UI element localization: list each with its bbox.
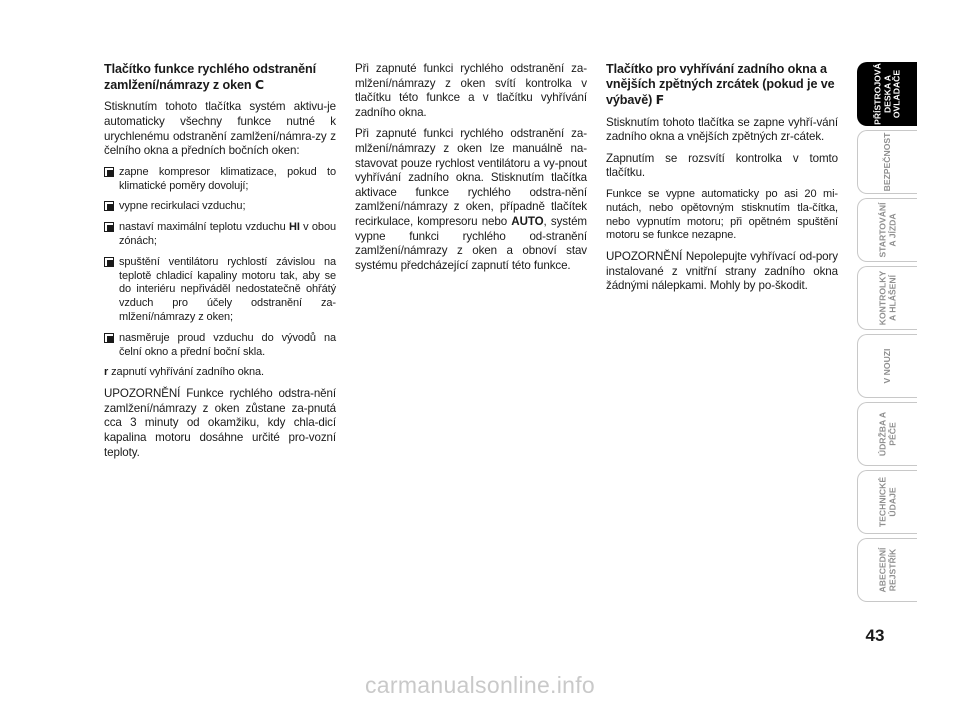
list-item: nasměruje proud vzduchu do vývodů na čelní okno a přední boční skla. bbox=[104, 332, 336, 360]
column-middle bbox=[355, 62, 587, 280]
defrost-functions-list bbox=[104, 166, 336, 360]
tab-startovani[interactable]: STARTOVÁNÍ A JÍZDA bbox=[857, 198, 917, 262]
paragraph-defrost-intro: Stisknutím tohoto tlačítka systém aktivu-je automaticky všechny funkce nutné k urychlenému odstranění zamlžení/námra-zy z čelního okna a předních bočních oken: bbox=[104, 100, 336, 158]
list-item: zapne kompresor klimatizace, pokud to klimatické poměry dovolují; bbox=[104, 166, 336, 194]
list-item: spuštění ventilátoru rychlostí závislou na teplotě chladicí kapaliny motoru tak, aby se do interiéru nepřiváděl nedostatečně ohřátý vzduch pro účely odstranění za-mlžení/námrazy z oken; bbox=[104, 256, 336, 325]
paragraph-auto-off: Funkce se vypne automaticky po asi 20 mi-nutách, nebo opětovným stisknutím tla-čítka, nebo vypnutím motoru; při opětném spuštění motoru se funkce nezapne. bbox=[606, 187, 838, 242]
warning-heating-resistors: UPOZORNĚNÍ Nepolepujte vyhřívací od-pory instalované z vnitřní strany zadního okna žádnými nálepkami. Mohly by po-škodit. bbox=[606, 250, 838, 293]
checkbox-bullet-icon bbox=[104, 257, 114, 267]
tab-kontrolky[interactable]: KONTROLKY A HLÁŠENÍ bbox=[857, 266, 917, 330]
list-item: nastaví maximální teplotu vzduchu HI v obou zónách; bbox=[104, 221, 336, 249]
tab-bezpecnost[interactable]: BEZPEČNOST bbox=[857, 130, 917, 194]
list-item: vypne recirkulaci vzduchu; bbox=[104, 200, 336, 214]
column-left bbox=[104, 62, 336, 467]
rear-window-key-symbol: r bbox=[104, 366, 109, 379]
checkbox-bullet-icon bbox=[104, 333, 114, 343]
page-number: 43 bbox=[865, 626, 885, 645]
paragraph-manual-settings: Při zapnuté funkci rychlého odstranění za-mlžení/námrazy z oken lze manuálně na-stavovat pouze rychlost ventilátoru a vy-pnout vyhřívání zadního okna. Stisknutím tlačítka aktivace funkce rychlého odstra-nění zamlžení/námrazy z oken, případně tlačítek recirkulace, kompresoru nebo AUTO, systém vypne funkci rychlého od-stranění zamlžení/námrazy z oken a obnoví stav systému předcházející zapnutí této funkce. bbox=[355, 127, 587, 272]
checkbox-bullet-icon bbox=[104, 201, 114, 211]
tab-v-nouzi[interactable]: V NOUZI bbox=[857, 334, 917, 398]
warning-defrost-duration: UPOZORNĚNÍ Funkce rychlého odstra-nění zamlžení/námrazy z oken zůstane za-pnutá cca 3 minuty od okamžiku, kdy chla-dicí kapalina motoru dosáhne určité pro-vozní teploty. bbox=[104, 387, 336, 459]
checkbox-bullet-icon bbox=[104, 167, 114, 177]
watermark: carmanualsonline.info bbox=[364, 672, 596, 698]
tab-technicke-udaje[interactable]: TECHNICKÉ ÚDAJE bbox=[857, 470, 917, 534]
paragraph-rear-heating-on: Stisknutím tohoto tlačítka se zapne vyhří-vání zadního okna a vnějších zpětných zr-cátek. bbox=[606, 115, 838, 144]
chapter-tabs bbox=[857, 62, 917, 606]
paragraph-indicator-on: Zapnutím se rozsvítí kontrolka v tomto tlačítku. bbox=[606, 151, 838, 180]
checkbox-bullet-icon bbox=[104, 222, 114, 232]
tab-pristrojova-deska[interactable]: PŘÍSTROJOVÁ DESKA A OVLADAČE bbox=[857, 62, 917, 126]
paragraph-rear-window: r zapnutí vyhřívání zadního okna. bbox=[104, 366, 264, 379]
tab-udrzba[interactable]: ÚDRŽBA A PÉČE bbox=[857, 402, 917, 466]
column-right bbox=[606, 62, 838, 301]
heading-rear-heating-button: Tlačítko pro vyhřívání zadního okna a vnějších zpětných zrcátek (pokud je ve výbavě) F bbox=[606, 62, 835, 108]
tab-abecedni-rejstrik[interactable]: ABECEDNÍ REJSTŘÍK bbox=[857, 538, 917, 602]
heading-defrost-button: Tlačítko funkce rychlého odstranění zamlžení/námrazy z oken C bbox=[104, 62, 317, 93]
paragraph-indicator-lights: Při zapnuté funkci rychlého odstranění za-mlžení/námrazy z oken svítí kontrolka v tlačítku této funkce a v tlačítku vyhřívání zadního okna. bbox=[355, 62, 587, 119]
